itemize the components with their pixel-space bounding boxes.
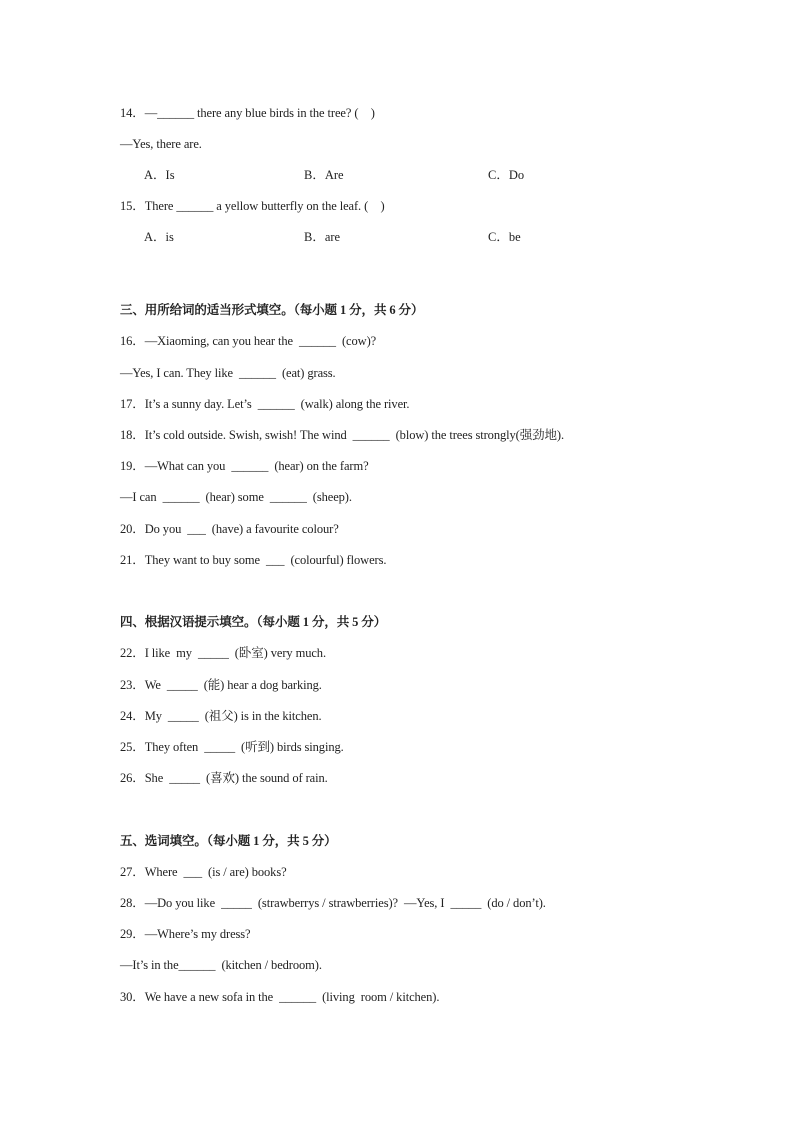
question-14-stem: 14．—______ there any blue birds in the tree? ( ): [120, 106, 375, 120]
question-15-option-a: A．is: [144, 230, 174, 244]
section-3-line: —I can ______ (hear) some ______ (sheep).: [120, 490, 352, 504]
question-14-answer: —Yes, there are.: [120, 137, 202, 151]
section-3-line: 17．It’s a sunny day. Let’s ______ (walk) along the river.: [120, 397, 410, 411]
section-3-line: 18．It’s cold outside. Swish, swish! The wind ______ (blow) the trees strongly(强劲地).: [120, 428, 565, 442]
question-14-option-a: A．Is: [144, 168, 175, 182]
section-4-line: 24．My _____ (祖父) is in the kitchen.: [120, 709, 322, 723]
section-4-line: 26．She _____ (喜欢) the sound of rain.: [120, 771, 328, 785]
section-5-heading: 五、选词填空。（每小题 1 分，共 5 分）: [120, 834, 337, 848]
section-5-line: 28．—Do you like _____ (strawberrys / strawberries)? —Yes, I _____ (do / don’t).: [120, 896, 546, 910]
section-3-line: 16．—Xiaoming, can you hear the ______ (cow)?: [120, 334, 377, 348]
section-4-line: 25．They often _____ (听到) birds singing.: [120, 740, 344, 754]
section-3-line: 19．—What can you ______ (hear) on the farm?: [120, 459, 369, 473]
section-3-heading: 三、用所给词的适当形式填空。（每小题 1 分，共 6 分）: [120, 303, 424, 317]
section-5-line: —It’s in the______ (kitchen / bedroom).: [120, 958, 322, 972]
section-3-line: —Yes, I can. They like ______ (eat) grass.: [120, 366, 336, 380]
question-14-option-b: B．Are: [304, 168, 344, 182]
section-4-heading: 四、根据汉语提示填空。（每小题 1 分，共 5 分）: [120, 615, 387, 629]
section-5-line: 30．We have a new sofa in the ______ (living room / kitchen).: [120, 990, 440, 1004]
question-15-option-c: C．be: [488, 230, 521, 244]
question-15-stem: 15．There ______ a yellow butterfly on the leaf. ( ): [120, 199, 385, 213]
section-3-line: 20．Do you ___ (have) a favourite colour?: [120, 522, 339, 536]
question-15-option-b: B．are: [304, 230, 341, 244]
section-5-line: 29．—Where’s my dress?: [120, 927, 251, 941]
section-5-line: 27．Where ___ (is / are) books?: [120, 865, 287, 879]
section-4-line: 22．I like my _____ (卧室) very much.: [120, 646, 326, 660]
section-4-line: 23．We _____ (能) hear a dog barking.: [120, 678, 322, 692]
question-14-option-c: C．Do: [488, 168, 525, 182]
section-3-line: 21．They want to buy some ___ (colourful) flowers.: [120, 553, 387, 567]
